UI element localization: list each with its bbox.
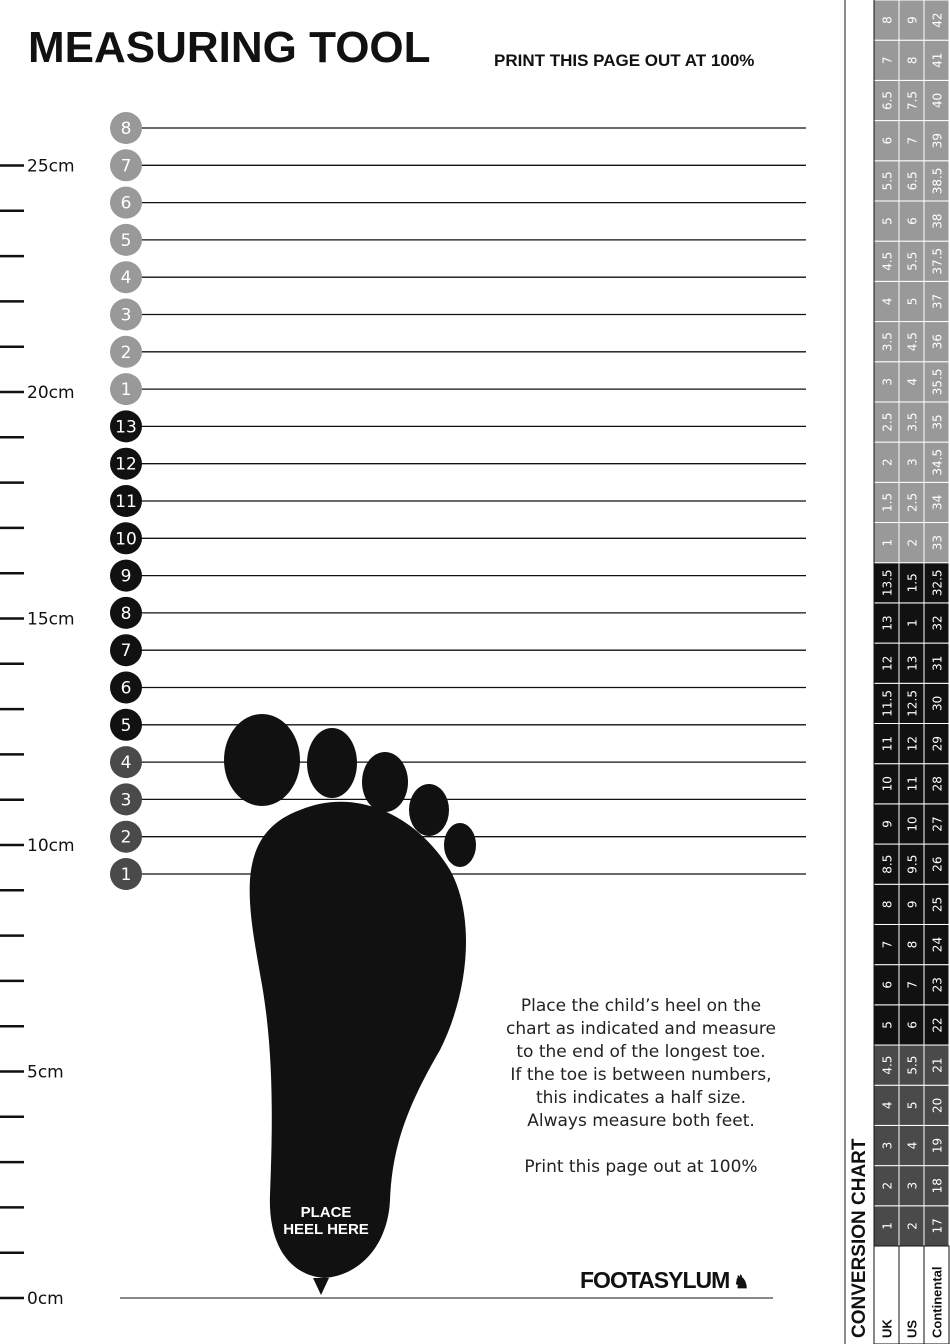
chart-cell-value: 9: [905, 16, 920, 24]
chart-cell-value: 4.5: [880, 251, 895, 271]
chart-cell-value: 7: [880, 56, 895, 65]
heel-label-line: PLACE: [300, 1204, 352, 1221]
print-instruction-header: PRINT THIS PAGE OUT AT 100%: [494, 51, 755, 70]
chart-cell-value: 8.5: [880, 854, 895, 874]
chart-cell-value: 40: [930, 92, 945, 109]
chart-cell-value: 7: [905, 136, 920, 145]
size-marker-label: 2: [120, 342, 132, 363]
conversion-chart-title: CONVERSION CHART: [849, 1138, 870, 1338]
size-marker-label: 11: [115, 492, 137, 512]
chart-cell-value: 9: [905, 900, 920, 909]
size-marker-label: 4: [120, 268, 132, 289]
chart-cell-value: 3.5: [880, 332, 895, 352]
size-marker-label: 4: [120, 753, 132, 774]
size-marker-label: 5: [120, 715, 132, 736]
ruler-label: 10cm: [27, 836, 75, 856]
size-marker-label: 7: [120, 641, 132, 662]
chart-cell-value: 9.5: [905, 854, 920, 874]
size-marker-label: 10: [115, 529, 137, 550]
little-toe: [444, 823, 476, 867]
chart-cell-value: 12: [880, 655, 895, 671]
place-heel-label: [256, 1204, 396, 1238]
chart-cell-value: 22: [930, 1017, 945, 1033]
size-marker-label: 12: [115, 454, 137, 475]
chart-cell-value: 42: [930, 12, 945, 28]
chart-cell-value: 2: [880, 458, 895, 467]
measuring-instructions: [478, 995, 804, 1179]
chart-cell-value: 4.5: [880, 1055, 895, 1075]
chart-cell-value: 7: [880, 940, 895, 949]
chart-cell-value: 5: [880, 1021, 895, 1029]
chart-cell-value: 6: [880, 136, 895, 145]
chart-cell-value: 11.5: [880, 690, 895, 717]
chart-cell-value: 8: [880, 16, 895, 24]
chart-cell-value: 6: [880, 980, 895, 989]
size-marker-label: 5: [120, 230, 132, 251]
chart-cell-value: 36: [930, 334, 945, 350]
chart-cell-value: 3: [905, 1181, 920, 1190]
conversion-chart: [874, 0, 949, 1344]
size-marker-label: 6: [120, 678, 132, 699]
size-marker-label: 13: [115, 417, 137, 438]
size-marker-label: 3: [120, 790, 132, 811]
brand-name: FOOTASYLUM: [580, 1267, 730, 1293]
chart-cell-value: 8: [905, 940, 920, 949]
size-marker-label: 9: [120, 566, 132, 587]
chart-cell-value: 2: [905, 1222, 920, 1230]
chart-cell-value: 8: [905, 56, 920, 65]
chart-cell-value: 1.5: [905, 573, 920, 593]
chart-cell-value: 18: [930, 1178, 945, 1194]
ruler-label: 20cm: [27, 383, 75, 403]
chart-cell-value: 8: [880, 900, 895, 909]
instruction-line: If the toe is between numbers,: [510, 1065, 772, 1085]
chart-cell-value: 13: [880, 615, 895, 631]
chart-cell-value: 37.5: [930, 247, 945, 275]
chart-cell-value: 30: [930, 695, 945, 712]
chart-cell-value: 35.5: [930, 368, 945, 396]
third-toe: [362, 752, 408, 812]
size-marker-label: 8: [120, 119, 132, 139]
print-note: Print this page out at 100%: [524, 1157, 758, 1177]
chart-cell-value: 2.5: [880, 412, 895, 432]
chart-cell-value: 4: [880, 297, 895, 306]
chart-cell-value: 4: [905, 1141, 920, 1150]
size-marker-label: 3: [120, 305, 132, 326]
chart-cell-value: 12: [905, 735, 920, 752]
chart-cell-value: 6.5: [905, 171, 920, 191]
crest-icon: ♞: [733, 1272, 749, 1292]
chart-cell-value: 6: [905, 1021, 920, 1029]
fourth-toe: [409, 784, 449, 836]
chart-cell-value: 23: [930, 977, 945, 993]
instruction-line: Always measure both feet.: [527, 1111, 755, 1131]
chart-cell-value: 26: [930, 856, 945, 872]
chart-cell-value: 17: [930, 1218, 945, 1234]
chart-cell-value: 37: [930, 293, 945, 310]
chart-cell-value: 4: [905, 378, 920, 386]
chart-cell-value: 24: [930, 936, 945, 953]
chart-cell-value: 34: [930, 494, 945, 511]
chart-cell-value: 11: [905, 776, 920, 792]
chart-cell-value: 3: [905, 458, 920, 467]
chart-cell-value: 33: [930, 534, 945, 551]
chart-cell-value: 3: [880, 1141, 895, 1150]
chart-cell-value: 1.5: [880, 492, 895, 512]
ruler-label: 15cm: [27, 609, 75, 630]
heel-pointer: [313, 1278, 329, 1295]
chart-cell-value: 5.5: [880, 171, 895, 191]
chart-cell-value: 5: [905, 297, 920, 306]
chart-cell-value: 12.5: [905, 690, 920, 717]
chart-row-label: UK: [879, 1319, 895, 1338]
chart-cell-value: 39: [930, 133, 945, 149]
chart-cell-value: 9: [880, 820, 895, 828]
chart-cell-value: 32.5: [930, 569, 945, 597]
chart-cell-value: 32: [930, 615, 945, 631]
chart-cell-value: 35: [930, 414, 945, 430]
size-marker-label: 6: [120, 193, 132, 214]
chart-cell-value: 3.5: [905, 412, 920, 432]
chart-cell-value: 19: [930, 1137, 945, 1154]
chart-cell-value: 1: [905, 619, 920, 627]
chart-cell-value: 11: [880, 735, 895, 752]
size-marker-label: 1: [120, 380, 132, 401]
chart-cell-value: 1: [880, 538, 895, 547]
chart-cell-value: 27: [930, 816, 945, 832]
chart-cell-value: 20: [930, 1097, 945, 1113]
chart-cell-value: 13: [905, 655, 920, 671]
chart-cell-value: 21: [930, 1057, 945, 1073]
chart-cell-value: 41: [930, 52, 945, 68]
chart-cell-value: 29: [930, 735, 945, 752]
heel-label-line: HEEL HERE: [283, 1221, 369, 1238]
chart-cell-value: 31: [930, 655, 945, 671]
ruler-label: 0cm: [27, 1289, 64, 1309]
chart-cell-value: 5: [905, 1101, 920, 1110]
chart-cell-value: 6.5: [880, 90, 895, 111]
chart-row-label: US: [904, 1319, 920, 1338]
chart-cell-value: 4.5: [905, 332, 920, 352]
size-marker-label: 7: [120, 156, 132, 177]
chart-cell-value: 38: [930, 213, 945, 229]
chart-cell-value: 7: [905, 980, 920, 989]
chart-cell-value: 28: [930, 776, 945, 792]
chart-cell-value: 34.5: [930, 448, 945, 476]
chart-cell-value: 38.5: [930, 167, 945, 195]
chart-cell-value: 5.5: [905, 1055, 920, 1075]
instruction-line: Place the child’s heel on the: [520, 996, 762, 1016]
chart-cell-value: 10: [905, 816, 920, 832]
chart-cell-value: 5.5: [905, 251, 920, 271]
footasylum-logo: [580, 1269, 748, 1292]
chart-cell-value: 4: [880, 1101, 895, 1110]
chart-cell-value: 6: [905, 217, 920, 225]
chart-cell-value: 13.5: [880, 569, 895, 597]
instruction-line: this indicates a half size.: [535, 1088, 747, 1108]
chart-cell-value: 2: [905, 538, 920, 547]
instruction-line: to the end of the longest toe.: [516, 1042, 766, 1062]
chart-row-label: Continental: [929, 1266, 945, 1338]
chart-cell-value: 3: [880, 378, 895, 386]
chart-cell-value: 2.5: [905, 492, 920, 512]
big-toe: [224, 714, 300, 806]
chart-cell-value: 25: [930, 896, 945, 912]
second-toe: [307, 728, 357, 798]
chart-cell-value: 2: [880, 1181, 895, 1190]
ruler-label: 5cm: [27, 1062, 64, 1083]
page-title: MEASURING TOOL: [28, 23, 431, 72]
instruction-line: chart as indicated and measure: [506, 1019, 776, 1039]
chart-cell-value: 10: [880, 776, 895, 792]
ruler-label: 25cm: [27, 156, 75, 177]
size-marker-label: 8: [120, 603, 132, 624]
size-marker-label: 2: [120, 827, 132, 848]
chart-cell-value: 1: [880, 1222, 895, 1230]
chart-cell-value: 5: [880, 217, 895, 225]
size-marker-label: 1: [120, 865, 132, 885]
chart-cell-value: 7.5: [905, 90, 920, 111]
size-markers: [110, 112, 142, 890]
cm-ruler: [0, 157, 75, 1310]
